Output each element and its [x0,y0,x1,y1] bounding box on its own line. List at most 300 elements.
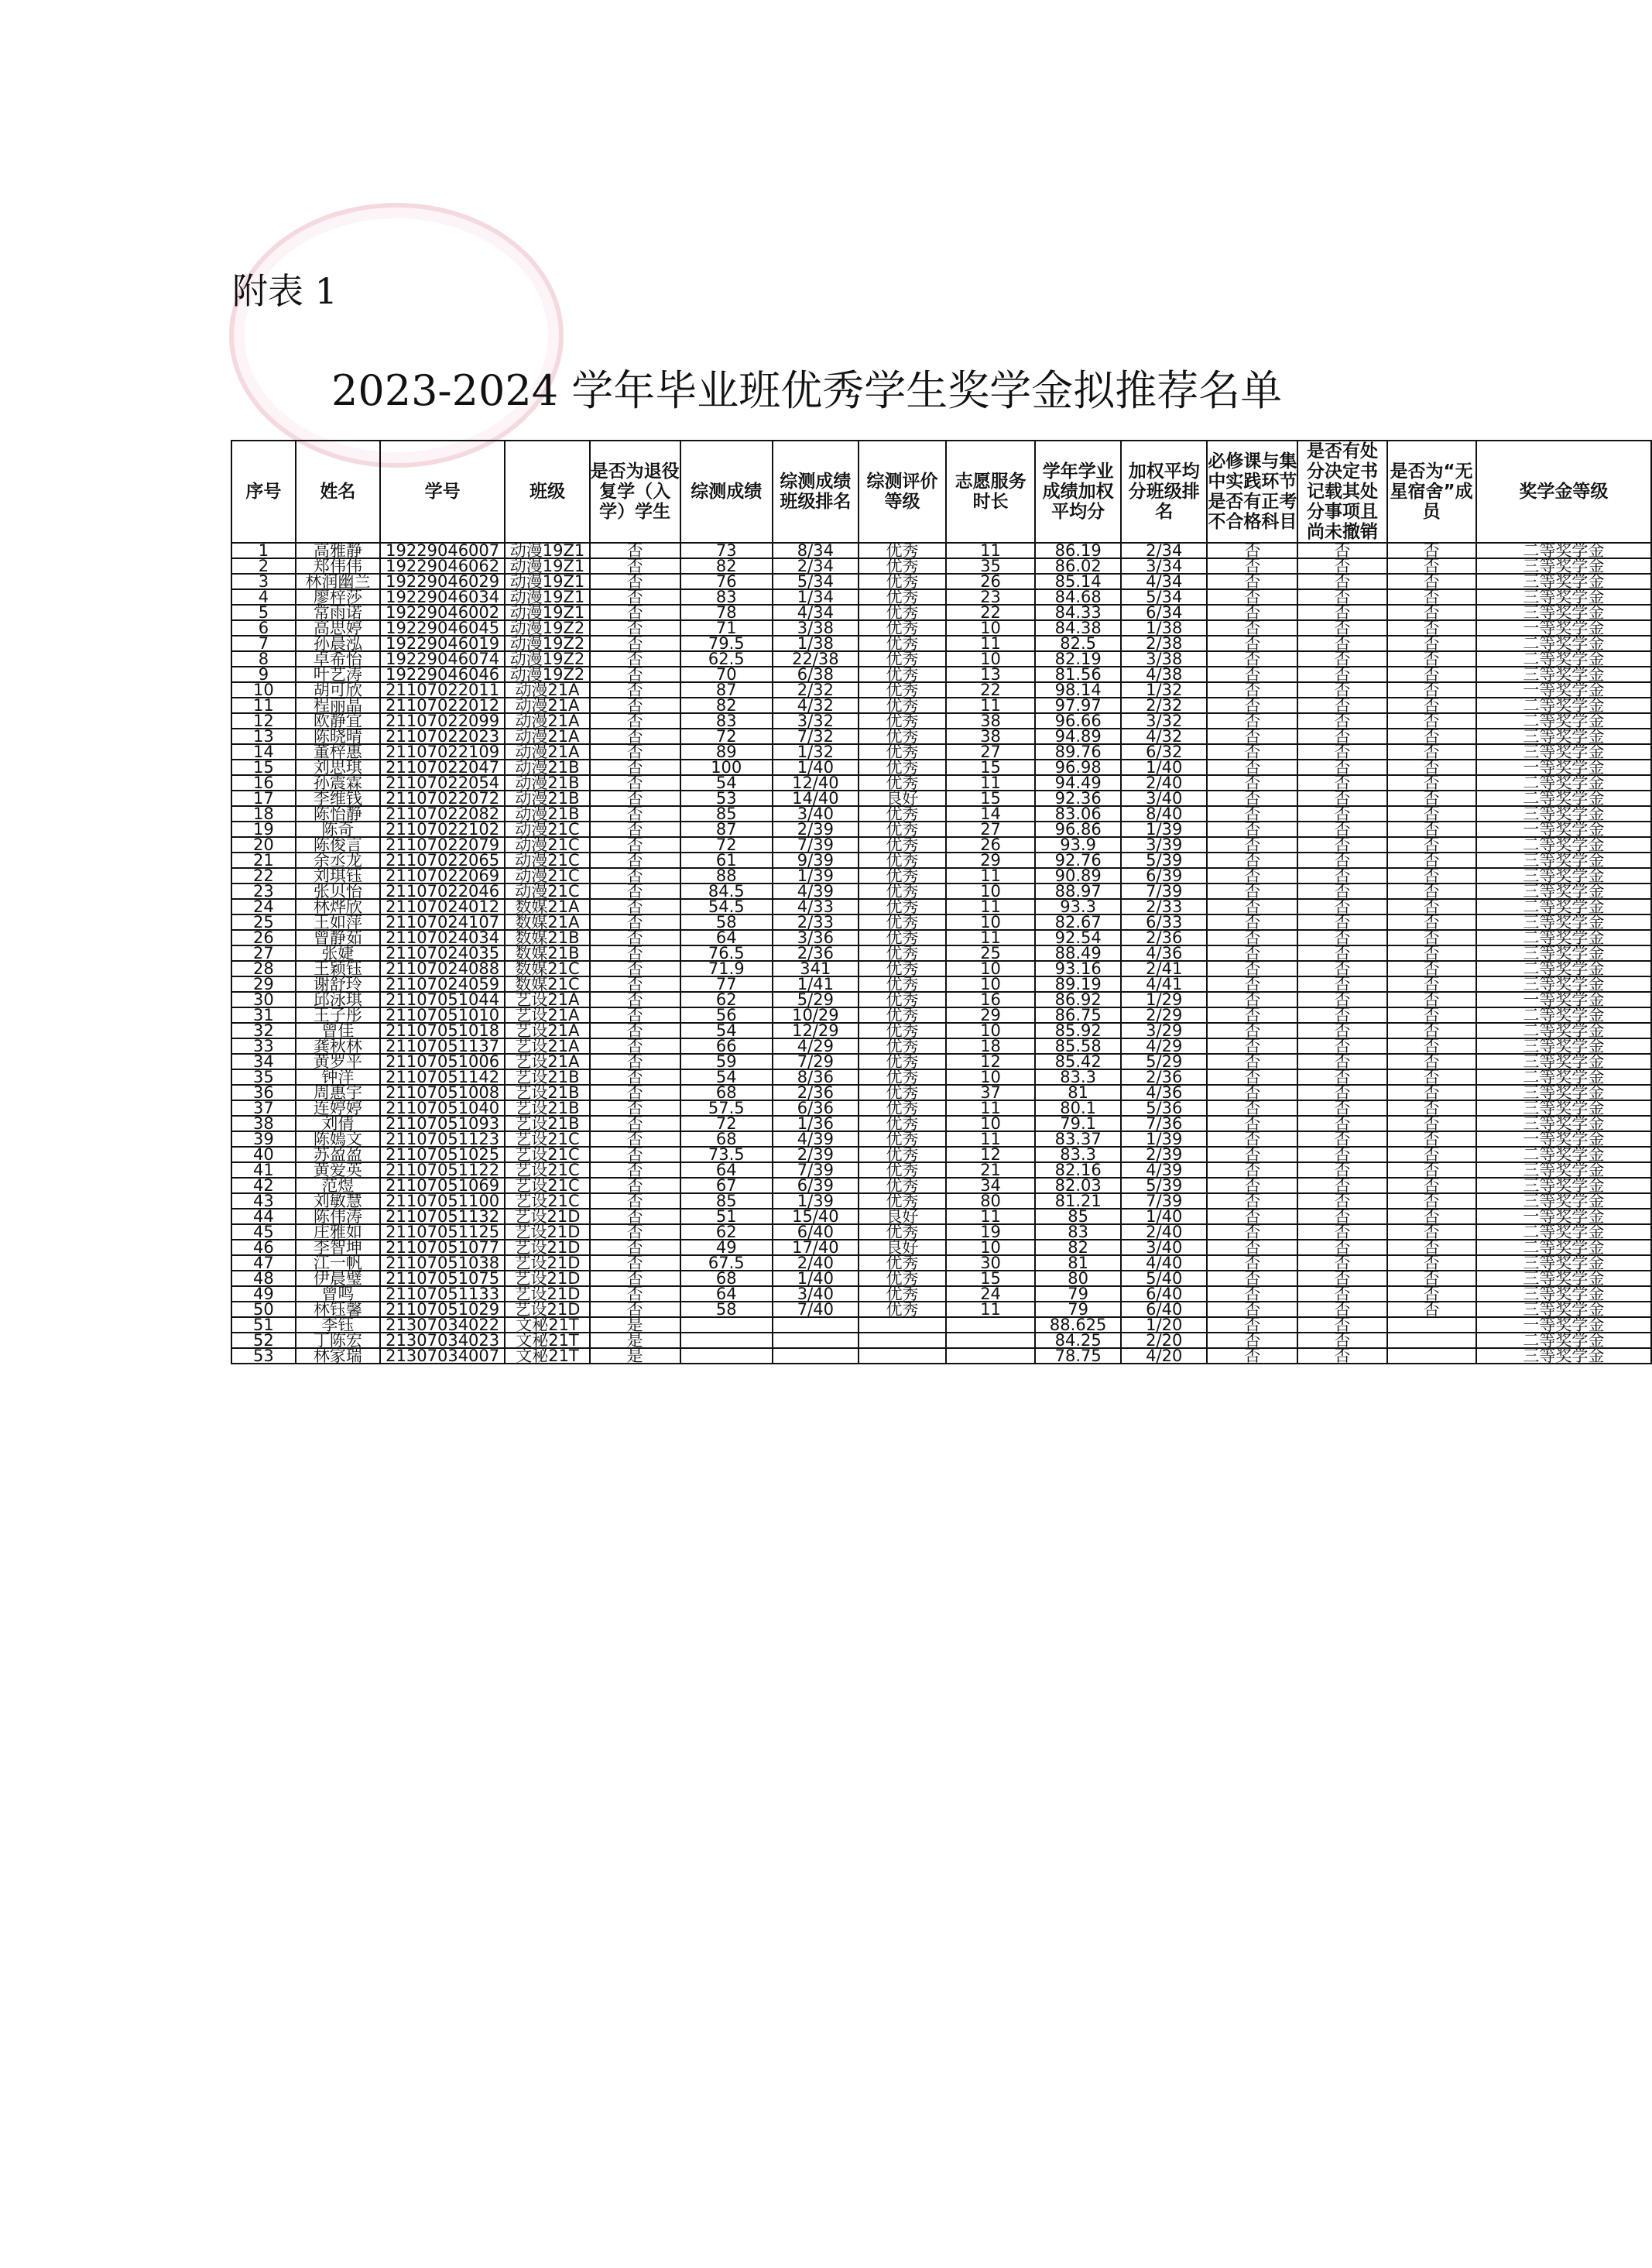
table-cell: 11 [946,1131,1035,1147]
table-cell: 否 [1207,651,1297,667]
table-cell: 否 [1207,884,1297,899]
table-cell: 21107051044 [380,992,506,1007]
table-cell: 否 [1387,914,1476,930]
table-cell: 62.5 [680,651,773,667]
table-row [231,884,1651,899]
table-cell: 21107051133 [380,1286,506,1302]
table-cell: 3/40 [773,1286,859,1302]
table-cell: 71.9 [680,961,773,976]
table-cell: 3/32 [1121,713,1207,729]
table-row [231,667,1651,682]
table-cell: 否 [1207,1131,1297,1147]
table-row [231,1178,1651,1193]
table-cell: 王如萍 [296,914,380,930]
table-cell: 二等奖学金 [1476,1147,1651,1162]
table-cell: 二等奖学金 [1476,1007,1651,1023]
table-cell: 良好 [859,1240,946,1255]
table-cell: 49 [680,1240,773,1255]
table-cell: 优秀 [859,620,946,636]
table-cell: 优秀 [859,1147,946,1162]
table-cell: 否 [1297,992,1386,1007]
table-cell: 81 [1035,1255,1121,1271]
table-cell: 93.16 [1035,961,1121,976]
table-cell: 优秀 [859,775,946,791]
table-row [231,1038,1651,1054]
table-cell: 6/39 [773,1178,859,1193]
table-cell: 艺设21D [505,1255,589,1271]
table-cell: 否 [1387,620,1476,636]
table-cell: 否 [1297,729,1386,744]
table-cell: 否 [1387,837,1476,853]
table-cell: 6 [231,620,296,636]
table-cell: 优秀 [859,1069,946,1085]
table-cell: 1/20 [1121,1317,1207,1333]
table-cell: 21107051122 [380,1162,506,1178]
table-cell: 24 [946,1286,1035,1302]
table-cell: 否 [1297,1240,1386,1255]
table-cell: 3/40 [1121,791,1207,806]
table-cell: 97.97 [1035,698,1121,713]
table-cell: 1/38 [773,636,859,651]
table-cell: 否 [1297,945,1386,961]
table-cell: 4/41 [1121,976,1207,992]
table-cell: 26 [946,574,1035,589]
table-cell: 常雨诺 [296,605,380,620]
table-cell: 否 [1387,589,1476,605]
table-cell: 二等奖学金 [1476,1333,1651,1348]
table-cell: 否 [590,667,680,682]
table-cell: 27 [946,822,1035,837]
table-cell: 44 [231,1209,296,1224]
table-cell: 42 [231,1178,296,1193]
table-cell: 12 [231,713,296,729]
table-cell: 21107022079 [380,837,506,853]
table-cell: 林钰馨 [296,1302,380,1317]
table-cell: 87 [680,822,773,837]
table-cell: 14 [231,744,296,760]
table-cell: 优秀 [859,868,946,884]
table-cell: 否 [1207,1193,1297,1209]
table-cell: 优秀 [859,1255,946,1271]
table-cell: 否 [1297,543,1386,558]
table-cell: 刘思琪 [296,760,380,775]
table-cell: 2/40 [1121,1224,1207,1240]
table-cell: 否 [1207,1100,1297,1116]
table-cell: 否 [590,914,680,930]
table-cell: 动漫21B [505,760,589,775]
table-cell: 82 [680,558,773,574]
table-cell: 61 [680,853,773,868]
table-cell: 艺设21C [505,1178,589,1193]
table-cell: 31 [231,1007,296,1023]
table-cell: 三等奖学金 [1476,574,1651,589]
table-cell: 54 [680,1069,773,1085]
table-cell: 优秀 [859,1116,946,1131]
table-cell: 二等奖学金 [1476,837,1651,853]
table-cell: 二等奖学金 [1476,930,1651,945]
table-cell: 64 [680,1162,773,1178]
table-cell: 庄雅如 [296,1224,380,1240]
table-cell: 83.06 [1035,806,1121,822]
table-cell: 6/39 [1121,868,1207,884]
table-cell: 19229046045 [380,620,506,636]
table-cell: 80 [946,1193,1035,1209]
table-cell: 33 [231,1038,296,1054]
table-cell: 4/20 [1121,1348,1207,1364]
table-cell: 24 [231,899,296,914]
table-cell: 否 [1297,1286,1386,1302]
table-cell: 二等奖学金 [1476,636,1651,651]
table-cell: 21107022109 [380,744,506,760]
table-cell: 三等奖学金 [1476,1302,1651,1317]
table-cell: 81 [1035,1085,1121,1100]
table-cell: 否 [1387,976,1476,992]
table-cell: 动漫21A [505,729,589,744]
table-cell: 优秀 [859,853,946,868]
table-cell: 1/40 [773,1271,859,1286]
table-cell: 否 [1207,636,1297,651]
table-cell: 优秀 [859,636,946,651]
table-cell: 三等奖学金 [1476,1271,1651,1286]
table-cell: 艺设21D [505,1271,589,1286]
table-cell: 14/40 [773,791,859,806]
table-cell: 刘琪钰 [296,868,380,884]
table-cell: 余丞龙 [296,853,380,868]
table-cell: 81.21 [1035,1193,1121,1209]
table-cell: 否 [1207,589,1297,605]
table-cell: 二等奖学金 [1476,698,1651,713]
table-cell: 否 [590,1209,680,1224]
table-cell: 否 [1297,1116,1386,1131]
table-cell: 83 [680,713,773,729]
table-cell: 否 [1387,760,1476,775]
table-cell: 12/40 [773,775,859,791]
table-cell: 三等奖学金 [1476,1255,1651,1271]
table-row [231,868,1651,884]
table-cell: 2/36 [1121,930,1207,945]
table-row [231,1255,1651,1271]
table-cell: 一等奖学金 [1476,620,1651,636]
table-cell: 13 [231,729,296,744]
table-cell: 30 [231,992,296,1007]
table-cell: 70 [680,667,773,682]
table-cell: 21107022023 [380,729,506,744]
table-row [231,945,1651,961]
table-cell: 21107051123 [380,1131,506,1147]
table-cell: 21107024088 [380,961,506,976]
table-cell: 84.5 [680,884,773,899]
table-cell: 否 [1387,992,1476,1007]
table-cell: 21107024107 [380,914,506,930]
table-cell: 动漫21C [505,822,589,837]
table-cell: 21107051038 [380,1255,506,1271]
table-cell: 10/29 [773,1007,859,1023]
table-cell: 否 [1387,1271,1476,1286]
table-cell: 三等奖学金 [1476,605,1651,620]
table-cell [773,1317,859,1333]
table-cell: 21107022065 [380,853,506,868]
table-row [231,1224,1651,1240]
table-cell: 谢舒玲 [296,976,380,992]
table-cell: 21107051029 [380,1302,506,1317]
table-cell [946,1348,1035,1364]
table-cell: 89 [680,744,773,760]
table-cell: 21107022047 [380,760,506,775]
table-cell: 三等奖学金 [1476,1286,1651,1302]
table-cell: 否 [590,868,680,884]
table-cell: 92.36 [1035,791,1121,806]
table-cell: 三等奖学金 [1476,884,1651,899]
table-cell: 3/39 [1121,837,1207,853]
table-cell [1387,1317,1476,1333]
table-cell: 是 [590,1348,680,1364]
table-cell: 孙震霖 [296,775,380,791]
table-cell: 林烨欣 [296,899,380,914]
table-cell: 3/40 [1121,1240,1207,1255]
table-row [231,760,1651,775]
table-row [231,1286,1651,1302]
table-cell: 21107022011 [380,682,506,698]
table-cell: 83.37 [1035,1131,1121,1147]
table-cell: 优秀 [859,1085,946,1100]
table-cell: 否 [590,1193,680,1209]
table-cell: 三等奖学金 [1476,1116,1651,1131]
table-cell [859,1348,946,1364]
table-row [231,976,1651,992]
table-cell: 否 [590,976,680,992]
table-cell: 艺设21B [505,1085,589,1100]
table-cell: 3/38 [773,620,859,636]
table-cell: 否 [1297,574,1386,589]
table-cell: 动漫21B [505,775,589,791]
table-cell: 11 [946,775,1035,791]
table-cell: 96.98 [1035,760,1121,775]
table-cell: 21107022054 [380,775,506,791]
column-header: 综测成绩 [680,441,773,543]
table-cell: 8 [231,651,296,667]
table-cell: 动漫19Z2 [505,620,589,636]
table-cell: 10 [946,651,1035,667]
table-cell: 19229046046 [380,667,506,682]
table-cell: 艺设21B [505,1116,589,1131]
table-cell: 邱泳琪 [296,992,380,1007]
table-cell: 是 [590,1333,680,1348]
table-cell: 79 [1035,1286,1121,1302]
table-cell: 否 [1297,1023,1386,1038]
table-cell: 6/34 [1121,605,1207,620]
header-row [231,441,1651,543]
table-cell: 21307034007 [380,1348,506,1364]
table-cell: 54 [680,775,773,791]
column-header: 是否为退役复学（入学）学生 [590,441,680,543]
scholarship-list-table [231,440,1652,1364]
table-cell: 5/34 [1121,589,1207,605]
table-cell: 79.1 [1035,1116,1121,1131]
table-cell: 1/39 [773,1193,859,1209]
table-cell: 张贝怡 [296,884,380,899]
annex-label: 附表 1 [232,270,338,312]
table-cell: 否 [1387,636,1476,651]
table-cell: 23 [946,589,1035,605]
table-row [231,698,1651,713]
table-cell: 优秀 [859,651,946,667]
table-cell: 88.49 [1035,945,1121,961]
table-cell: 二等奖学金 [1476,775,1651,791]
table-cell: 5/40 [1121,1271,1207,1286]
table-cell: 否 [1387,1116,1476,1131]
table-cell: 82.16 [1035,1162,1121,1178]
table-cell: 2/40 [773,1255,859,1271]
table-cell: 艺设21D [505,1209,589,1224]
table-cell: 1/41 [773,976,859,992]
table-cell: 29 [946,853,1035,868]
table-cell: 11 [946,930,1035,945]
table-cell: 88.625 [1035,1317,1121,1333]
table-cell: 6/40 [1121,1302,1207,1317]
table-cell: 89.76 [1035,744,1121,760]
table-cell: 艺设21D [505,1224,589,1240]
table-cell: 否 [1387,899,1476,914]
table-cell: 51 [231,1317,296,1333]
table-cell: 32 [231,1023,296,1038]
table-cell: 否 [1387,1162,1476,1178]
table-cell: 高雅静 [296,543,380,558]
table-cell: 否 [1207,1240,1297,1255]
table-cell: 12/29 [773,1023,859,1038]
table-cell: 二等奖学金 [1476,791,1651,806]
table-cell: 一等奖学金 [1476,1131,1651,1147]
table-cell: 41 [231,1162,296,1178]
table-cell: 否 [1387,1054,1476,1069]
table-cell: 4/29 [773,1038,859,1054]
table-cell: 一等奖学金 [1476,992,1651,1007]
table-cell: 2/36 [1121,1069,1207,1085]
table-cell: 否 [1387,868,1476,884]
table-cell: 程丽晶 [296,698,380,713]
table-cell: 动漫19Z1 [505,589,589,605]
table-cell: 1/34 [773,589,859,605]
table-cell: 动漫21C [505,868,589,884]
table-row [231,589,1651,605]
table-cell: 否 [590,930,680,945]
column-header: 学号 [380,441,506,543]
table-cell: 否 [1207,868,1297,884]
table-cell: 范煜 [296,1178,380,1193]
table-cell: 否 [590,1085,680,1100]
table-cell: 3/40 [773,806,859,822]
table-cell: 三等奖学金 [1476,1100,1651,1116]
table-cell: 否 [1207,1333,1297,1348]
table-cell: 一等奖学金 [1476,822,1651,837]
table-cell: 7/39 [1121,884,1207,899]
table-cell: 二等奖学金 [1476,961,1651,976]
table-cell: 96.86 [1035,822,1121,837]
column-header: 是否有处分决定书记载其处分事项且尚未撤销 [1297,441,1386,543]
table-cell: 否 [1387,1023,1476,1038]
table-cell: 董梓惠 [296,744,380,760]
table-cell: 优秀 [859,1007,946,1023]
table-cell: 21107022069 [380,868,506,884]
column-header: 姓名 [296,441,380,543]
table-cell: 否 [1387,574,1476,589]
table-cell: 3/36 [773,930,859,945]
table-cell: 否 [590,760,680,775]
table-cell: 否 [590,558,680,574]
table-cell: 否 [1387,1240,1476,1255]
table-row [231,1085,1651,1100]
table-cell: 江一帆 [296,1255,380,1271]
table-cell: 否 [590,884,680,899]
table-cell: 19 [231,822,296,837]
table-cell: 否 [1207,682,1297,698]
table-cell: 三等奖学金 [1476,589,1651,605]
table-cell: 优秀 [859,605,946,620]
table-row [231,1069,1651,1085]
table-row [231,1100,1651,1116]
table-cell: 陈怡静 [296,806,380,822]
table-cell: 否 [1387,1286,1476,1302]
table-cell: 26 [231,930,296,945]
table-cell: 34 [946,1178,1035,1193]
table-row [231,574,1651,589]
table-row [231,1023,1651,1038]
table-cell: 7/32 [773,729,859,744]
table-cell: 89.19 [1035,976,1121,992]
table-cell: 72 [680,729,773,744]
table-cell: 6/40 [773,1224,859,1240]
table-row [231,605,1651,620]
table-cell: 11 [946,899,1035,914]
table-cell: 68 [680,1271,773,1286]
table-cell: 29 [946,1007,1035,1023]
table-cell: 10 [946,976,1035,992]
table-cell: 否 [1297,914,1386,930]
table-cell: 93.3 [1035,899,1121,914]
table-row [231,1116,1651,1131]
table-cell: 陈奇 [296,822,380,837]
table-cell: 6/33 [1121,914,1207,930]
table-cell: 82 [1035,1240,1121,1255]
table-cell: 否 [1297,1162,1386,1178]
table-cell: 否 [1387,543,1476,558]
table-cell: 21107051006 [380,1054,506,1069]
table-cell: 8/36 [773,1069,859,1085]
table-cell: 否 [590,775,680,791]
table-cell: 2 [231,558,296,574]
table-cell: 2/36 [773,945,859,961]
table-cell: 85 [1035,1209,1121,1224]
table-cell: 10 [946,884,1035,899]
table-cell: 三等奖学金 [1476,1038,1651,1054]
table-cell: 5/34 [773,574,859,589]
table-cell: 否 [1207,1224,1297,1240]
table-cell: 否 [1387,1178,1476,1193]
table-cell [773,1348,859,1364]
table-cell: 78 [680,605,773,620]
table-cell: 5/39 [1121,853,1207,868]
table-cell: 66 [680,1038,773,1054]
table-cell: 否 [1387,930,1476,945]
table-cell: 否 [590,1255,680,1271]
table-cell: 动漫21C [505,853,589,868]
table-cell: 否 [1387,884,1476,899]
table-cell: 18 [946,1038,1035,1054]
table-cell: 21307034022 [380,1317,506,1333]
table-cell: 艺设21A [505,1038,589,1054]
table-cell: 否 [1297,605,1386,620]
table-cell: 否 [590,822,680,837]
table-row [231,822,1651,837]
